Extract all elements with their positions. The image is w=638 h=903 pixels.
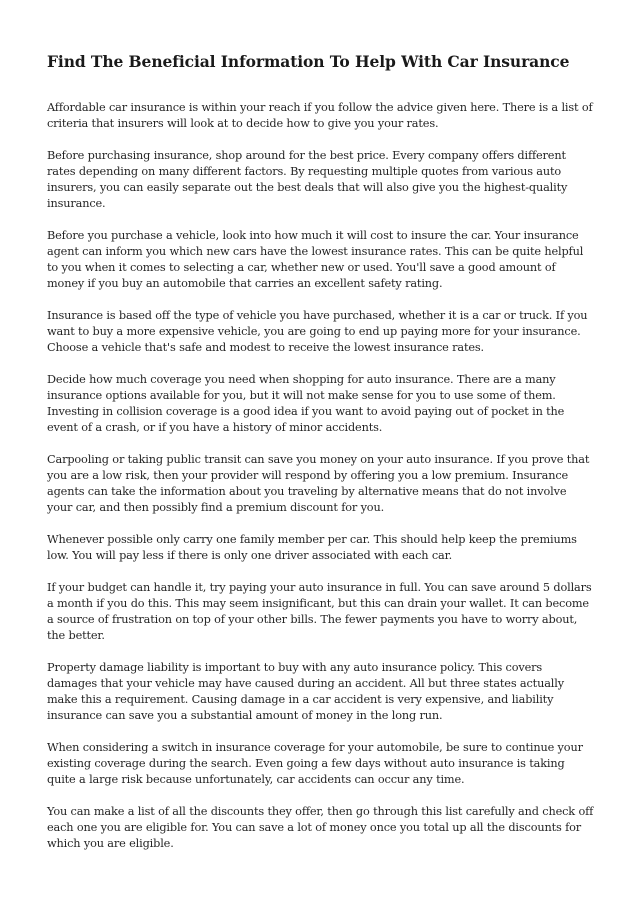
paragraph-6: Carpooling or taking public transit can save you money on your auto insurance. If you prove that you are a low risk, then your provider will respond by offering you a low premium. Insurance agents can take the information about you traveling by alternative means that do not involve your car, and then possibly find a premium discount for you. [47,453,590,514]
document-page [47,52,595,868]
paragraph-11: You can make a list of all the discounts they offer, then go through this list carefully and check off each one you are eligible for. You can save a lot of money once you total up all the discounts for which you are eligible. [47,805,594,850]
paragraph-4: Insurance is based off the type of vehicle you have purchased, whether it is a car or truck. If you want to buy a more expensive vehicle, you are going to end up paying more for your insurance. Choose a vehicle that's safe and modest to receive the lowest insurance rates. [47,309,588,354]
paragraph-7: Whenever possible only carry one family member per car. This should help keep the premiums low. You will pay less if there is only one driver associated with each car. [47,533,577,562]
page-title: Find The Beneficial Information To Help With Car Insurance [47,52,570,71]
paragraph-5: Decide how much coverage you need when shopping for auto insurance. There are a many insurance options available for you, but it will not make sense for you to use some of them. Investing in collision coverage is a good idea if you want to avoid paying out of pocket in the event of a crash, or if you have a history of minor accidents. [47,373,565,434]
paragraph-10: When considering a switch in insurance coverage for your automobile, be sure to continue your existing coverage during the search. Even going a few days without auto insurance is taking quite a large risk because unfortunately, car accidents can occur any time. [47,741,583,786]
paragraph-9: Property damage liability is important to buy with any auto insurance policy. This covers damages that your vehicle may have caused during an accident. All but three states actually make this a requirement. Causing damage in a car accident is very expensive, and liability insurance can save you a substantial amount of money in the long run. [47,661,564,722]
paragraph-8: If your budget can handle it, try paying your auto insurance in full. You can save around 5 dollars a month if you do this. This may seem insignificant, but this can drain your wallet. It can become a source of frustration on top of your other bills. The fewer payments you have to worry about, the better. [47,581,592,642]
paragraph-3: Before you purchase a vehicle, look into how much it will cost to insure the car. Your insurance agent can inform you which new cars have the lowest insurance rates. This can be quite helpful to you when it comes to selecting a car, whether new or used. You'll save a good amount of money if you buy an automobile that carries an excellent safety rating. [47,229,584,290]
paragraph-1: Affordable car insurance is within your reach if you follow the advice given here. There is a list of criteria that insurers will look at to decide how to give you your rates. [47,101,593,130]
paragraph-2: Before purchasing insurance, shop around for the best price. Every company offers different rates depending on many different factors. By requesting multiple quotes from various auto insurers, you can easily separate out the best deals that will also give you the highest-quality insurance. [47,149,568,210]
